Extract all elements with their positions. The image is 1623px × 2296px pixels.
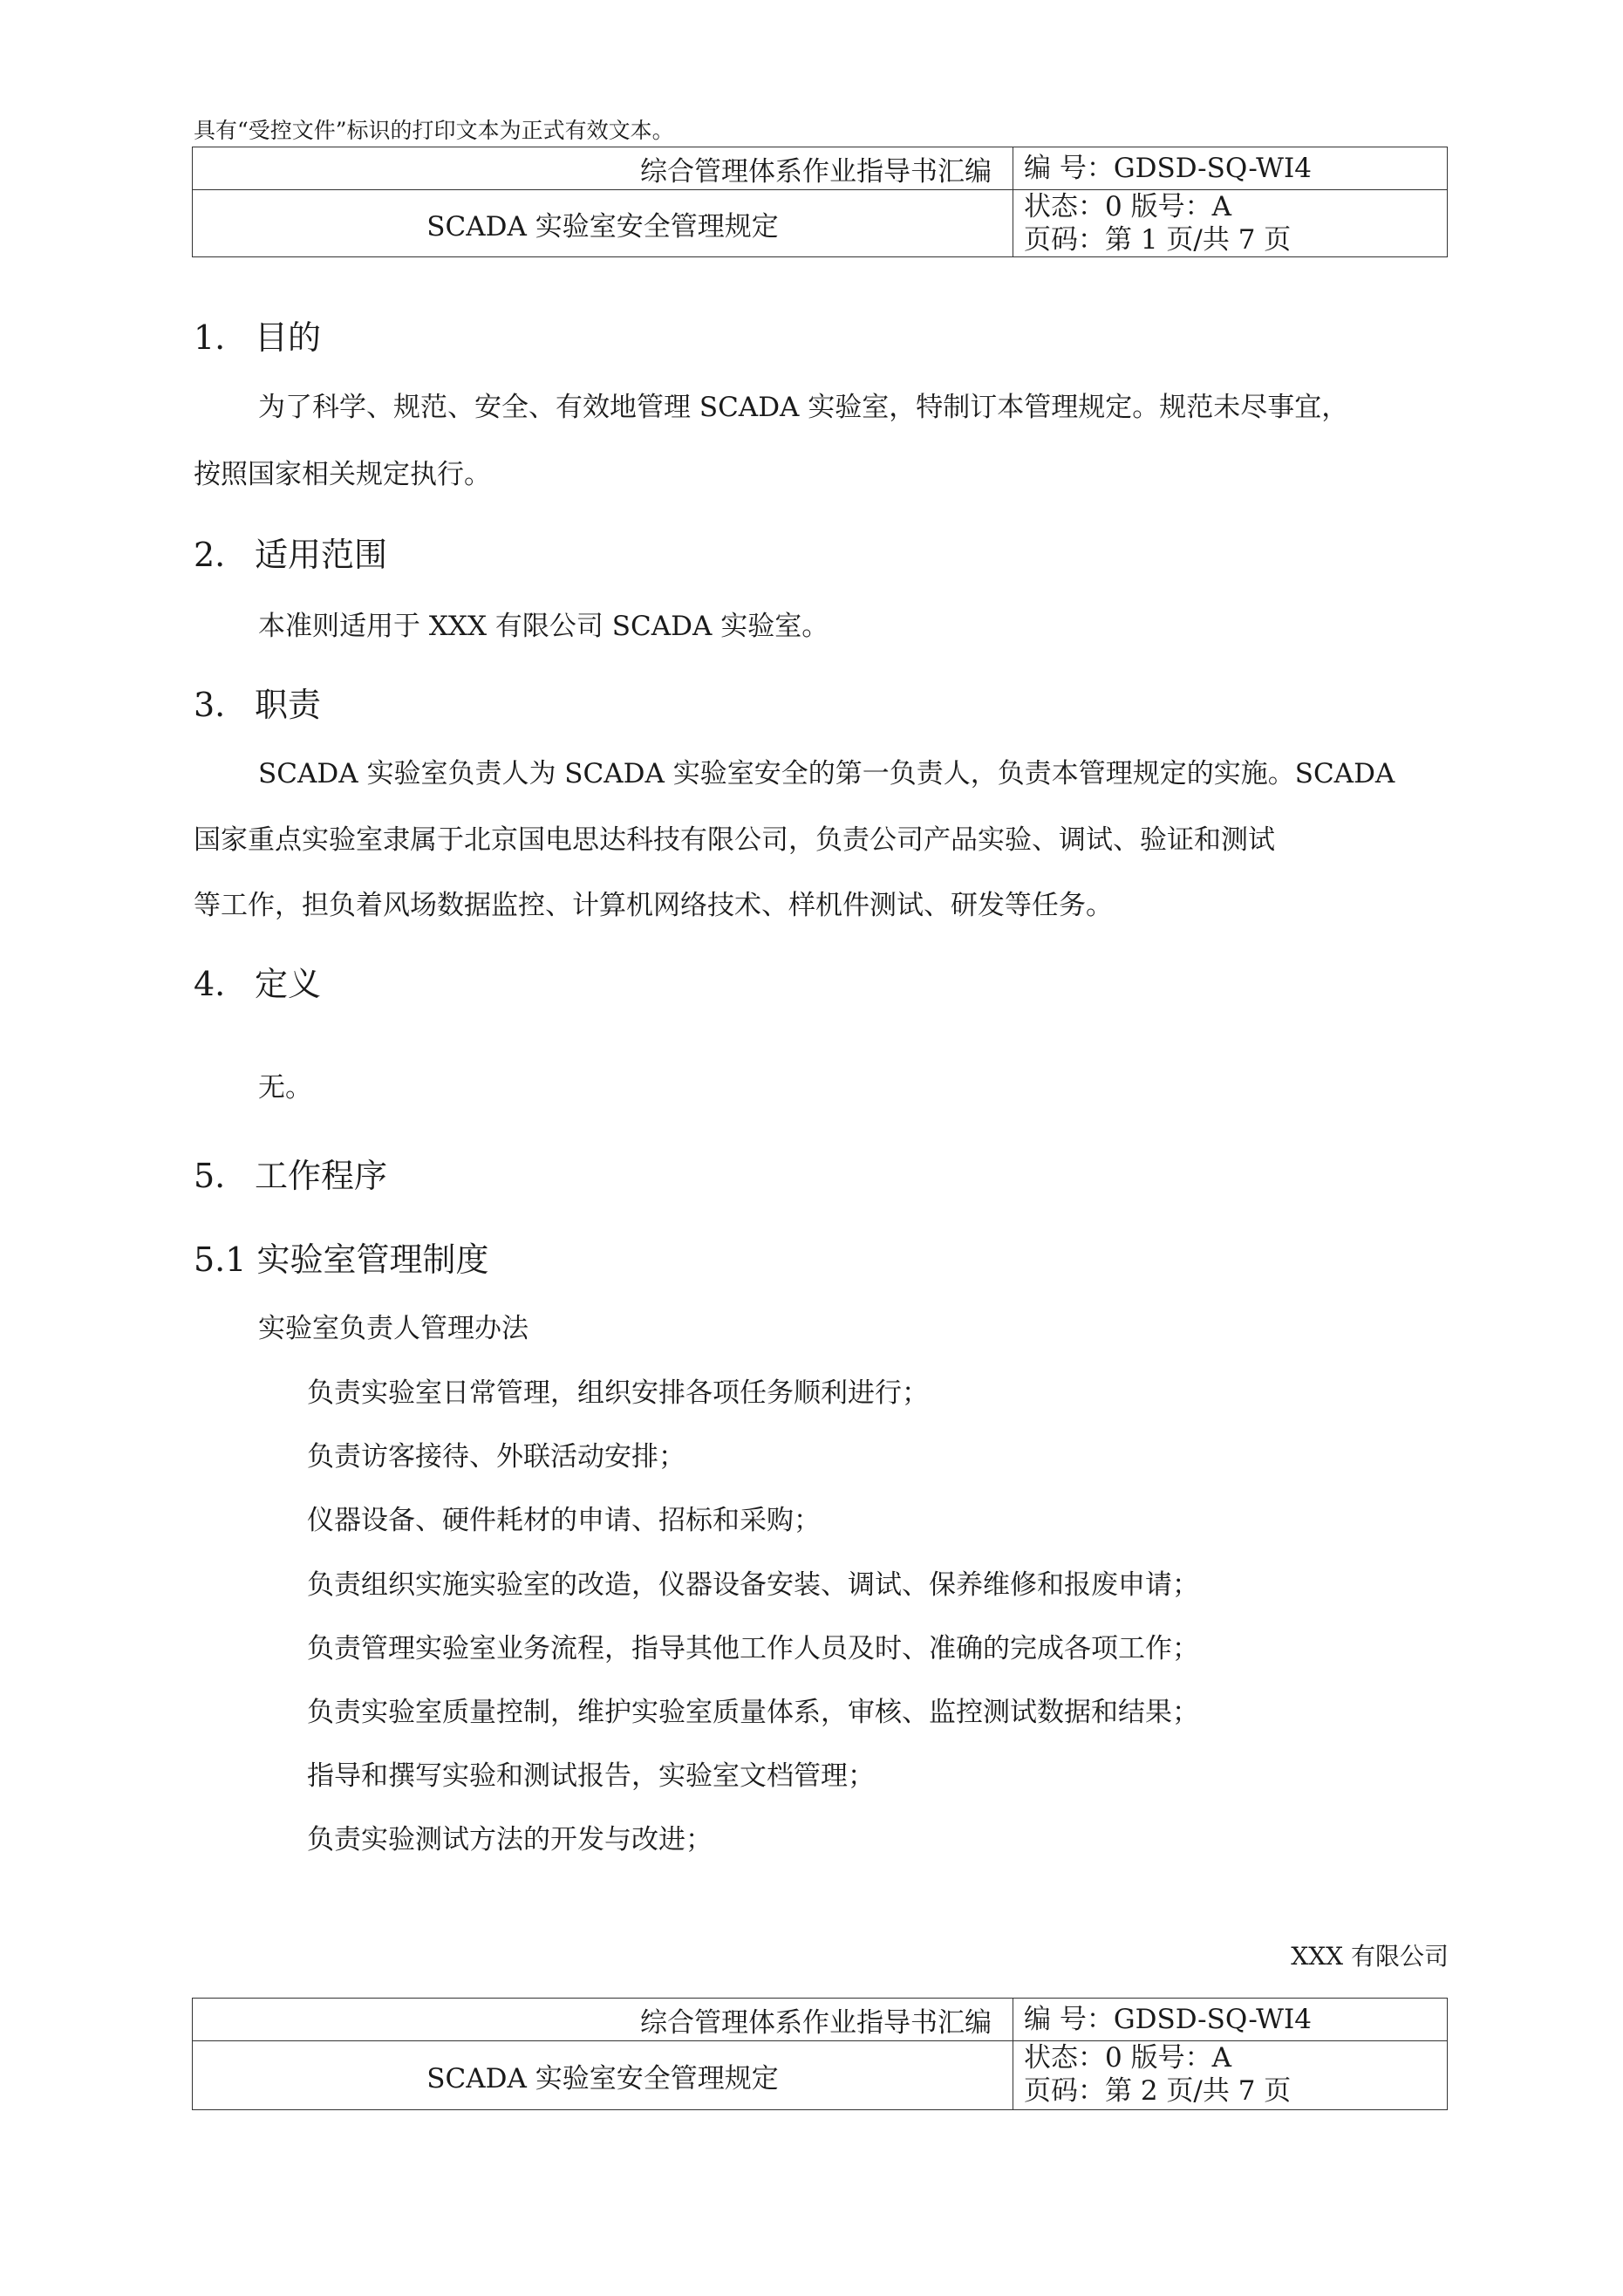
section-1-heading xyxy=(194,311,321,359)
status-page-block xyxy=(1024,2041,1447,2109)
paragraph-line: SCADA 实验室负责人为 SCADA 实验室安全的第一负责人，负责本管理规定的实施。SCADA xyxy=(258,758,1395,789)
section-number: 4. xyxy=(194,965,226,1003)
document-name: SCADA 实验室安全管理规定 xyxy=(193,2041,1013,2110)
paragraph-line: 等工作，担负着风场数据监控、计算机网络技术、样机件测试、研发等任务。 xyxy=(194,890,1113,921)
section-title: 定义 xyxy=(255,965,322,1003)
list-item: 仪器设备、硬件耗材的申请、招标和采购； xyxy=(307,1505,821,1536)
section-number: 2. xyxy=(194,536,226,574)
list-item: 负责实验室日常管理，组织安排各项任务顺利进行； xyxy=(307,1377,929,1409)
list-item: 指导和撰写实验和测试报告，实验室文档管理； xyxy=(307,1760,875,1792)
document-status: 状态：0 版号：A xyxy=(1024,2042,1231,2074)
section-title: 目的 xyxy=(255,318,322,357)
manual-title: 综合管理体系作业指导书汇编 xyxy=(193,1999,1013,2041)
controlled-document-notice: 具有“受控文件”标识的打印文本为正式有效文本。 xyxy=(194,118,674,143)
paragraph-line: 无。 xyxy=(258,1072,312,1104)
section-3-heading xyxy=(194,678,321,726)
section-number: 3. xyxy=(194,686,226,724)
list-item: 负责实验室质量控制，维护实验室质量体系，审核、监控测试数据和结果； xyxy=(307,1697,1199,1728)
list-item: 负责实验测试方法的开发与改进； xyxy=(307,1824,713,1855)
document-code: 编 号：GDSD-SQ-WI4 xyxy=(1013,147,1448,190)
footer-company-name: XXX 有限公司 xyxy=(1291,1942,1449,1971)
section-2-heading xyxy=(194,528,387,576)
paragraph-line: 国家重点实验室隶属于北京国电思达科技有限公司，负责公司产品实验、调试、验证和测试 xyxy=(194,824,1275,856)
section-4-heading xyxy=(194,957,321,1005)
document-name: SCADA 实验室安全管理规定 xyxy=(193,190,1013,257)
status-page-block xyxy=(1024,190,1447,256)
section-number: 5. xyxy=(194,1157,226,1195)
list-item: 负责访客接待、外联活动安排； xyxy=(307,1441,685,1473)
list-item: 负责组织实施实验室的改造，仪器设备安装、调试、保养维修和报废申请； xyxy=(307,1569,1199,1601)
subsection-subheading: 实验室负责人管理办法 xyxy=(258,1313,528,1344)
paragraph-line: 按照国家相关规定执行。 xyxy=(194,459,491,490)
paragraph-line: 本准则适用于 XXX 有限公司 SCADA 实验室。 xyxy=(258,611,829,642)
list-item: 负责管理实验室业务流程，指导其他工作人员及时、准确的完成各项工作； xyxy=(307,1633,1199,1664)
section-number: 1. xyxy=(194,318,226,357)
page-number: 页码：第 1 页/共 7 页 xyxy=(1024,224,1292,256)
section-title: 适用范围 xyxy=(255,536,388,574)
page-header-table-2 xyxy=(192,1998,1448,2110)
page-number: 页码：第 2 页/共 7 页 xyxy=(1024,2075,1292,2107)
section-5-heading xyxy=(194,1149,387,1197)
paragraph-line: 为了科学、规范、安全、有效地管理 SCADA 实验室，特制订本管理规定。规范未尽事宜， xyxy=(258,392,1349,423)
subsection-5-1-heading: 5.1 实验室管理制度 xyxy=(194,1240,489,1279)
document-status: 状态：0 版号：A xyxy=(1024,191,1231,222)
document-code: 编 号：GDSD-SQ-WI4 xyxy=(1013,1999,1448,2041)
section-title: 职责 xyxy=(255,686,322,724)
manual-title: 综合管理体系作业指导书汇编 xyxy=(193,147,1013,190)
page-header-table xyxy=(192,147,1448,257)
section-title: 工作程序 xyxy=(255,1157,388,1195)
